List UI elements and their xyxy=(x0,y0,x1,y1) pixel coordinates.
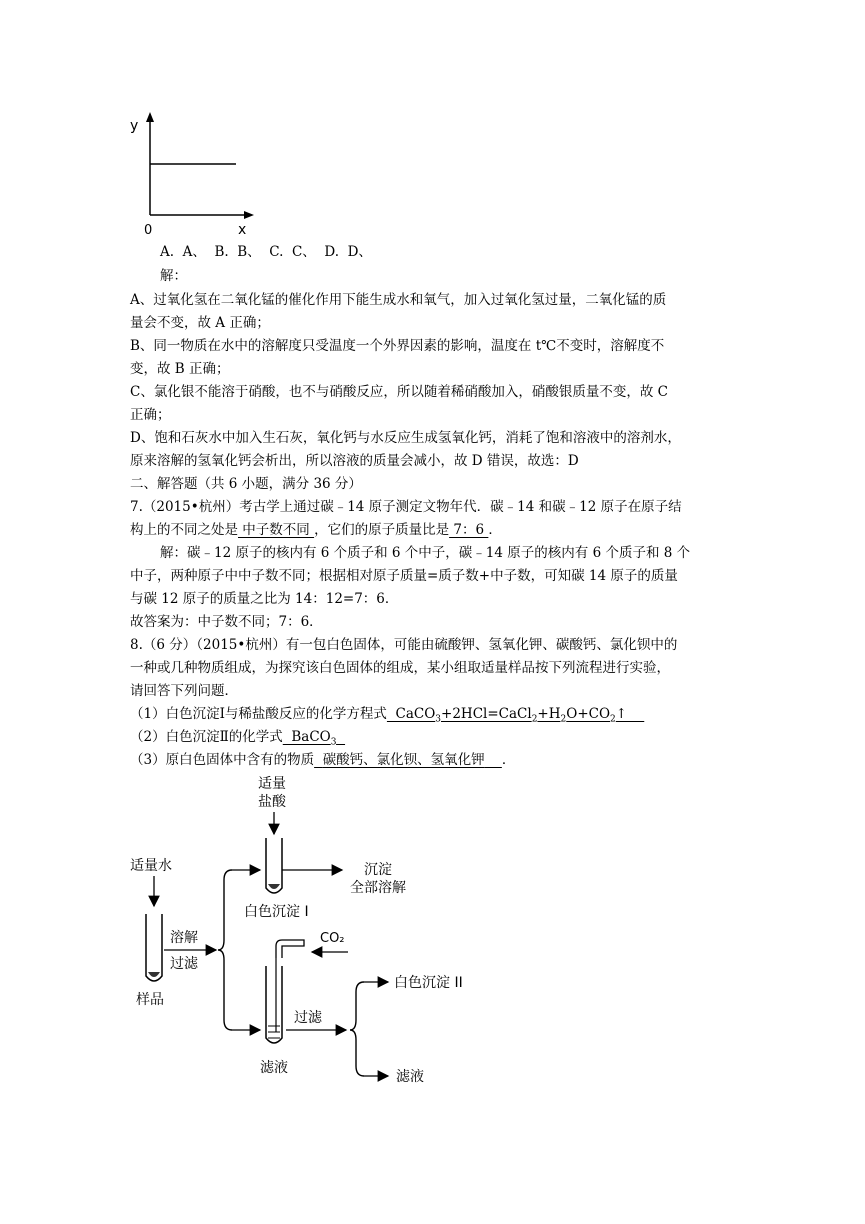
q7-solution-3: 与碳 12 原子的质量之比为 14：12=7：6． xyxy=(130,591,399,607)
explain-c-1: C、氯化银不能溶于硝酸，也不与硝酸反应，所以随着稀硝酸加入，硝酸银质量不变，故 C xyxy=(130,384,668,400)
explain-d-1: D、饱和石灰水中加入生石灰，氧化钙与水反应生成氢氧化钙，消耗了饱和溶液中的溶剂水， xyxy=(130,430,681,446)
y-x-graph xyxy=(120,110,260,240)
q8-line-3: 请回答下列问题． xyxy=(130,683,238,699)
acid-label-2: 盐酸 xyxy=(258,794,286,810)
answer-options: A. A、 B. B、 C. C、 D. D、 xyxy=(160,244,372,260)
filter-label-1: 过滤 xyxy=(170,956,198,972)
dissolve-label: 溶解 xyxy=(170,930,198,946)
precipitate-label-2: 全部溶解 xyxy=(350,880,406,896)
q8-answer-1: $CaCO_3+2HCl=CaCl_2+H_2O+CO_2↑$ xyxy=(386,706,645,725)
q8-part-1: （1）白色沉淀Ⅰ与稀盐酸反应的化学方程式 $CaCO_3+2HCl=CaCl_2+H_2O+CO_2↑$ xyxy=(130,706,645,725)
precipitate-label-1: 沉淀 xyxy=(364,862,392,878)
filter-label-2: 过滤 xyxy=(294,1010,322,1026)
explain-b-2: 变，故 B 正确； xyxy=(130,361,230,377)
q8-answer-3: 碳酸钙、氯化钡、氢氧化钾 xyxy=(322,752,485,768)
explain-d-2: 原来溶解的氢氧化钙会析出，所以溶液的质量会减小，故 D 错误，故选：D xyxy=(130,453,579,469)
explain-a-2: 量会不变，故 A 正确； xyxy=(130,315,270,331)
sample-tube xyxy=(146,914,162,981)
experiment-flowchart xyxy=(120,770,500,1090)
q8-line-2: 一种或几种物质组成，为探究该白色固体的组成，某小组取适量样品按下列流程进行实验， xyxy=(130,660,670,676)
test-tube-1 xyxy=(266,838,282,893)
q7-solution-2: 中子，两种原子中中子数不同；根据相对原子质量=质子数+中子数，可知碳 14 原子的质量 xyxy=(130,568,678,584)
explain-a-1: A、过氧化氢在二氧化锰的催化作用下能生成水和氧气，加入过氧化氢过量，二氧化锰的质 xyxy=(130,292,667,308)
y-axis-label: y xyxy=(130,118,139,134)
water-label: 适量水 xyxy=(130,858,172,874)
q8-line-1: 8.（6 分）（2015•杭州）有一包白色固体，可能由硫酸钾、氢氧化钾、碳酸钙、氯化钡中的 xyxy=(130,637,678,653)
q7-line-2: 构上的不同之处是 中子数不同 ，它们的原子质量比是 7：6 ． xyxy=(130,522,502,538)
white-precipitate-1-label: 白色沉淀 I xyxy=(244,904,309,920)
section-heading: 二、解答题（共 6 小题，满分 36 分） xyxy=(130,476,362,492)
test-tube-2 xyxy=(266,958,282,1043)
white-precipitate-2-label: 白色沉淀 II xyxy=(394,975,463,991)
acid-label-1: 适量 xyxy=(258,776,286,792)
q7-line-1: 7.（2015•杭州）考古学上通过碳﹣14 原子测定文物年代．碳﹣14 和碳﹣12 原子在原子结 xyxy=(130,499,682,515)
co2-label: CO₂ xyxy=(320,931,345,946)
filtrate-label-1: 滤液 xyxy=(260,1060,288,1076)
q8-part-2: （2）白色沉淀Ⅱ的化学式 BaCO$_3$ xyxy=(130,727,345,753)
q7-answer-2: 7：6 xyxy=(449,522,489,538)
q7-solution-4: 故答案为：中子数不同；7：6． xyxy=(130,614,323,630)
explain-c-2: 正确； xyxy=(130,407,171,423)
q7-solution-1: 解：碳﹣12 原子的核内有 6 个质子和 6 个中子，碳﹣14 原子的核内有 6 个质子和 8 个 xyxy=(160,545,691,561)
x-axis-label: x xyxy=(238,222,247,238)
origin-label: 0 xyxy=(144,223,153,238)
filtrate-label-2: 滤液 xyxy=(396,1069,424,1085)
sample-label: 样品 xyxy=(136,992,164,1008)
explain-b-1: B、同一物质在水中的溶解度只受温度一个外界因素的影响，温度在 t℃不变时，溶解度不 xyxy=(130,338,665,354)
q8-answer-2: BaCO$_3$ xyxy=(282,729,337,748)
q7-answer-1: 中子数不同 xyxy=(238,522,315,538)
q8-part-3: （3）原白色固体中含有的物质 碳酸钙、氯化钡、氢氧化钾 ． xyxy=(130,752,516,768)
solution-label: 解： xyxy=(160,268,187,284)
